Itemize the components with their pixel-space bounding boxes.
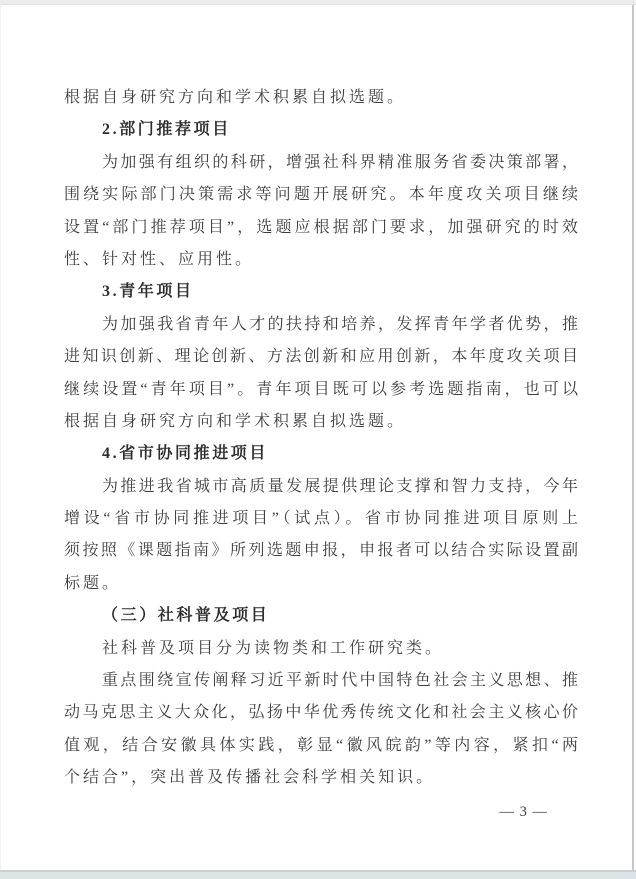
- page-top-edge: [0, 0, 636, 5]
- text-line: 为推进我省城市高质量发展提供理论支撑和智力支持，今年: [102, 477, 578, 495]
- document-body: [64, 82, 578, 795]
- text-line: 性、针对性、应用性。: [64, 250, 255, 268]
- text-line: 3.青年项目: [102, 283, 194, 301]
- page-left-edge: [0, 4, 1, 871]
- page-right-edge: [632, 5, 634, 871]
- text-line: 根据自身研究方向和学术积累自拟选题。: [64, 412, 407, 430]
- text-line: 社科普及项目分为读物类和工作研究类。: [102, 639, 445, 657]
- text-line: 继续设置“青年项目”。青年项目既可以参考选题指南，也可以: [64, 380, 578, 398]
- text-line: 动马克思主义大众化，弘扬中华优秀传统文化和社会主义核心价: [64, 704, 578, 722]
- text-line: （三）社科普及项目: [102, 607, 270, 625]
- text-line: 设置“部门推荐项目”，选题应根据部门要求，加强研究的时效: [64, 218, 578, 236]
- text-line: 为加强我省青年人才的扶持和培养，发挥青年学者优势，推: [102, 315, 578, 333]
- text-line: 增设“省市协同推进项目”（试点）。省市协同推进项目原则上: [64, 510, 578, 528]
- text-line: 4.省市协同推进项目: [102, 445, 269, 463]
- text-line: 值观，结合安徽具体实践，彰显“徽风皖韵”等内容，紧扣“两: [64, 736, 578, 754]
- text-line: 个结合”，突出普及传播社会科学相关知识。: [64, 769, 436, 787]
- text-line: 须按照《课题指南》所列选题申报，申报者可以结合实际设置副: [64, 542, 578, 560]
- text-line: 根据自身研究方向和学术积累自拟选题。: [64, 89, 407, 106]
- text-line: 标题。: [64, 574, 122, 592]
- text-line: 为加强有组织的科研，增强社科界精准服务省委决策部署，: [102, 153, 578, 171]
- page-number: [500, 796, 549, 828]
- page-number-label: — 3 —: [499, 804, 548, 820]
- text-line: 围绕实际部门决策需求等问题开展研究。本年度攻关项目继续: [64, 186, 578, 204]
- text-line: 2.部门推荐项目: [102, 121, 231, 139]
- text-line: 重点围绕宣传阐释习近平新时代中国特色社会主义思想、推: [102, 672, 578, 690]
- text-line: 进知识创新、理论创新、方法创新和应用创新，本年度攻关项目: [64, 348, 578, 366]
- page-bottom-edge: [0, 872, 636, 879]
